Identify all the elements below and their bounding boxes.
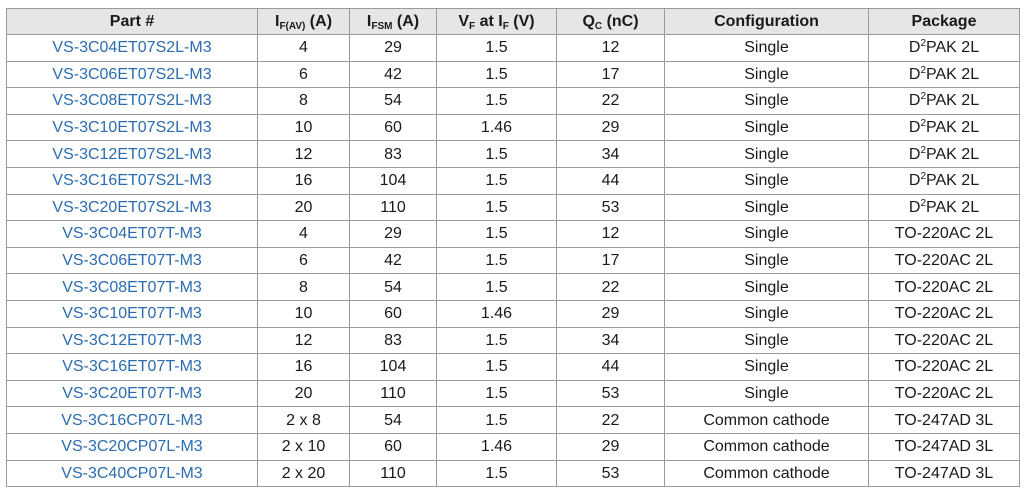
forward-voltage-cell: 1.5 bbox=[437, 221, 557, 248]
forward-current-cell: 8 bbox=[258, 274, 350, 301]
configuration-cell: Single bbox=[665, 114, 869, 141]
part-number-cell bbox=[7, 35, 258, 62]
configuration-cell: Single bbox=[665, 327, 869, 354]
surge-current-cell: 60 bbox=[350, 114, 437, 141]
forward-voltage-cell: 1.5 bbox=[437, 141, 557, 168]
part-number-cell bbox=[7, 247, 258, 274]
table-row bbox=[7, 114, 1020, 141]
part-number-link[interactable]: VS-3C12ET07S2L-M3 bbox=[52, 145, 212, 163]
charge-cell: 34 bbox=[557, 141, 665, 168]
surge-current-cell: 29 bbox=[350, 221, 437, 248]
surge-current-cell: 110 bbox=[350, 460, 437, 487]
configuration-cell: Single bbox=[665, 141, 869, 168]
forward-current-cell: 6 bbox=[258, 61, 350, 88]
header-forward-voltage: $V_F$ at $I_F$ (V) bbox=[437, 9, 557, 35]
table-row bbox=[7, 300, 1020, 327]
package-cell: $D^2PAK$ 2L bbox=[869, 61, 1020, 88]
part-number-link[interactable]: VS-3C16CP07L-M3 bbox=[61, 411, 203, 429]
header-package: Package bbox=[869, 9, 1020, 35]
part-number-link[interactable]: VS-3C20CP07L-M3 bbox=[61, 438, 203, 456]
forward-current-cell: 2 x 10 bbox=[258, 433, 350, 460]
forward-voltage-cell: 1.5 bbox=[437, 407, 557, 434]
surge-current-cell: 110 bbox=[350, 380, 437, 407]
part-number-link[interactable]: VS-3C20ET07S2L-M3 bbox=[52, 198, 212, 216]
forward-voltage-cell: 1.5 bbox=[437, 247, 557, 274]
surge-current-cell: 104 bbox=[350, 167, 437, 194]
part-number-cell bbox=[7, 167, 258, 194]
table-row bbox=[7, 35, 1020, 62]
part-number-cell bbox=[7, 407, 258, 434]
forward-current-cell: 2 x 20 bbox=[258, 460, 350, 487]
forward-current-cell: 2 x 8 bbox=[258, 407, 350, 434]
forward-current-cell: 12 bbox=[258, 141, 350, 168]
forward-current-cell: 8 bbox=[258, 88, 350, 115]
table-row bbox=[7, 274, 1020, 301]
table-row bbox=[7, 433, 1020, 460]
table-row bbox=[7, 380, 1020, 407]
part-number-link[interactable]: VS-3C10ET07S2L-M3 bbox=[52, 119, 212, 137]
forward-voltage-cell: 1.5 bbox=[437, 380, 557, 407]
table-row bbox=[7, 61, 1020, 88]
charge-cell: 12 bbox=[557, 221, 665, 248]
table-header-row bbox=[7, 9, 1020, 35]
forward-voltage-cell: 1.46 bbox=[437, 433, 557, 460]
forward-voltage-cell: 1.5 bbox=[437, 460, 557, 487]
configuration-cell: Single bbox=[665, 35, 869, 62]
charge-cell: 17 bbox=[557, 247, 665, 274]
package-cell: $D^2PAK$ 2L bbox=[869, 167, 1020, 194]
parts-table bbox=[6, 8, 1020, 487]
table-row bbox=[7, 194, 1020, 221]
forward-voltage-cell: 1.5 bbox=[437, 354, 557, 381]
header-configuration: Configuration bbox=[665, 9, 869, 35]
header-forward-current: $I_{F(AV)}$ (A) bbox=[258, 9, 350, 35]
configuration-cell: Single bbox=[665, 274, 869, 301]
forward-current-cell: 10 bbox=[258, 114, 350, 141]
table-row bbox=[7, 141, 1020, 168]
configuration-cell: Single bbox=[665, 221, 869, 248]
table-row bbox=[7, 221, 1020, 248]
configuration-cell: Common cathode bbox=[665, 433, 869, 460]
table-row bbox=[7, 167, 1020, 194]
package-cell: TO-220AC 2L bbox=[869, 354, 1020, 381]
part-number-link[interactable]: VS-3C40CP07L-M3 bbox=[61, 464, 203, 482]
forward-current-cell: 16 bbox=[258, 354, 350, 381]
charge-cell: 29 bbox=[557, 114, 665, 141]
surge-current-cell: 54 bbox=[350, 407, 437, 434]
part-number-cell bbox=[7, 380, 258, 407]
surge-current-cell: 104 bbox=[350, 354, 437, 381]
surge-current-cell: 54 bbox=[350, 88, 437, 115]
table-row bbox=[7, 327, 1020, 354]
forward-current-cell: 20 bbox=[258, 194, 350, 221]
surge-current-cell: 110 bbox=[350, 194, 437, 221]
part-number-cell bbox=[7, 141, 258, 168]
charge-cell: 44 bbox=[557, 354, 665, 381]
part-number-link[interactable]: VS-3C08ET07S2L-M3 bbox=[52, 92, 212, 110]
configuration-cell: Common cathode bbox=[665, 460, 869, 487]
part-number-cell bbox=[7, 433, 258, 460]
part-number-link[interactable]: VS-3C08ET07T-M3 bbox=[62, 278, 202, 296]
part-number-link[interactable]: VS-3C04ET07S2L-M3 bbox=[52, 39, 212, 57]
part-number-cell bbox=[7, 460, 258, 487]
part-number-cell bbox=[7, 88, 258, 115]
part-number-link[interactable]: VS-3C16ET07S2L-M3 bbox=[52, 172, 212, 190]
forward-voltage-cell: 1.5 bbox=[437, 61, 557, 88]
package-cell: TO-247AD 3L bbox=[869, 460, 1020, 487]
table-row bbox=[7, 460, 1020, 487]
package-cell: $D^2PAK$ 2L bbox=[869, 194, 1020, 221]
part-number-link[interactable]: VS-3C12ET07T-M3 bbox=[62, 331, 202, 349]
configuration-cell: Single bbox=[665, 167, 869, 194]
charge-cell: 53 bbox=[557, 194, 665, 221]
forward-voltage-cell: 1.5 bbox=[437, 194, 557, 221]
forward-current-cell: 6 bbox=[258, 247, 350, 274]
surge-current-cell: 83 bbox=[350, 141, 437, 168]
part-number-cell bbox=[7, 194, 258, 221]
configuration-cell: Single bbox=[665, 194, 869, 221]
table-row bbox=[7, 407, 1020, 434]
package-cell: TO-220AC 2L bbox=[869, 221, 1020, 248]
package-cell: $D^2PAK$ 2L bbox=[869, 88, 1020, 115]
charge-cell: 34 bbox=[557, 327, 665, 354]
table-row bbox=[7, 88, 1020, 115]
charge-cell: 44 bbox=[557, 167, 665, 194]
part-number-link[interactable]: VS-3C16ET07T-M3 bbox=[62, 358, 202, 376]
part-number-link[interactable]: VS-3C20ET07T-M3 bbox=[62, 385, 202, 403]
part-number-cell bbox=[7, 221, 258, 248]
forward-voltage-cell: 1.46 bbox=[437, 300, 557, 327]
package-cell: TO-220AC 2L bbox=[869, 327, 1020, 354]
forward-current-cell: 10 bbox=[258, 300, 350, 327]
surge-current-cell: 29 bbox=[350, 35, 437, 62]
header-charge: $Q_C$ (nC) bbox=[557, 9, 665, 35]
forward-current-cell: 20 bbox=[258, 380, 350, 407]
surge-current-cell: 83 bbox=[350, 327, 437, 354]
part-number-cell bbox=[7, 300, 258, 327]
surge-current-cell: 42 bbox=[350, 61, 437, 88]
package-cell: TO-247AD 3L bbox=[869, 433, 1020, 460]
package-cell: TO-220AC 2L bbox=[869, 380, 1020, 407]
part-number-link[interactable]: VS-3C06ET07S2L-M3 bbox=[52, 65, 212, 83]
part-number-cell bbox=[7, 354, 258, 381]
charge-cell: 22 bbox=[557, 274, 665, 301]
part-number-cell bbox=[7, 114, 258, 141]
surge-current-cell: 42 bbox=[350, 247, 437, 274]
forward-voltage-cell: 1.5 bbox=[437, 35, 557, 62]
charge-cell: 53 bbox=[557, 380, 665, 407]
header-part-number: Part # bbox=[7, 9, 258, 35]
charge-cell: 29 bbox=[557, 433, 665, 460]
forward-current-cell: 4 bbox=[258, 221, 350, 248]
charge-cell: 53 bbox=[557, 460, 665, 487]
table-row bbox=[7, 247, 1020, 274]
table-row bbox=[7, 354, 1020, 381]
part-number-link[interactable]: VS-3C04ET07T-M3 bbox=[62, 225, 202, 243]
part-number-cell bbox=[7, 274, 258, 301]
surge-current-cell: 60 bbox=[350, 433, 437, 460]
configuration-cell: Single bbox=[665, 354, 869, 381]
configuration-cell: Single bbox=[665, 247, 869, 274]
configuration-cell: Common cathode bbox=[665, 407, 869, 434]
surge-current-cell: 60 bbox=[350, 300, 437, 327]
package-cell: TO-220AC 2L bbox=[869, 300, 1020, 327]
configuration-cell: Single bbox=[665, 61, 869, 88]
package-cell: $D^2PAK$ 2L bbox=[869, 141, 1020, 168]
surge-current-cell: 54 bbox=[350, 274, 437, 301]
charge-cell: 29 bbox=[557, 300, 665, 327]
part-number-link[interactable]: VS-3C10ET07T-M3 bbox=[62, 305, 202, 323]
charge-cell: 22 bbox=[557, 88, 665, 115]
part-number-link[interactable]: VS-3C06ET07T-M3 bbox=[62, 252, 202, 270]
forward-current-cell: 12 bbox=[258, 327, 350, 354]
forward-voltage-cell: 1.5 bbox=[437, 88, 557, 115]
part-number-cell bbox=[7, 61, 258, 88]
forward-voltage-cell: 1.5 bbox=[437, 327, 557, 354]
forward-current-cell: 16 bbox=[258, 167, 350, 194]
configuration-cell: Single bbox=[665, 88, 869, 115]
forward-voltage-cell: 1.46 bbox=[437, 114, 557, 141]
charge-cell: 17 bbox=[557, 61, 665, 88]
configuration-cell: Single bbox=[665, 300, 869, 327]
package-cell: TO-247AD 3L bbox=[869, 407, 1020, 434]
charge-cell: 22 bbox=[557, 407, 665, 434]
forward-voltage-cell: 1.5 bbox=[437, 167, 557, 194]
package-cell: TO-220AC 2L bbox=[869, 274, 1020, 301]
part-number-cell bbox=[7, 327, 258, 354]
package-cell: TO-220AC 2L bbox=[869, 247, 1020, 274]
configuration-cell: Single bbox=[665, 380, 869, 407]
charge-cell: 12 bbox=[557, 35, 665, 62]
package-cell: $D^2PAK$ 2L bbox=[869, 35, 1020, 62]
forward-voltage-cell: 1.5 bbox=[437, 274, 557, 301]
header-surge-current: $I_{FSM}$ (A) bbox=[350, 9, 437, 35]
package-cell: $D^2PAK$ 2L bbox=[869, 114, 1020, 141]
forward-current-cell: 4 bbox=[258, 35, 350, 62]
